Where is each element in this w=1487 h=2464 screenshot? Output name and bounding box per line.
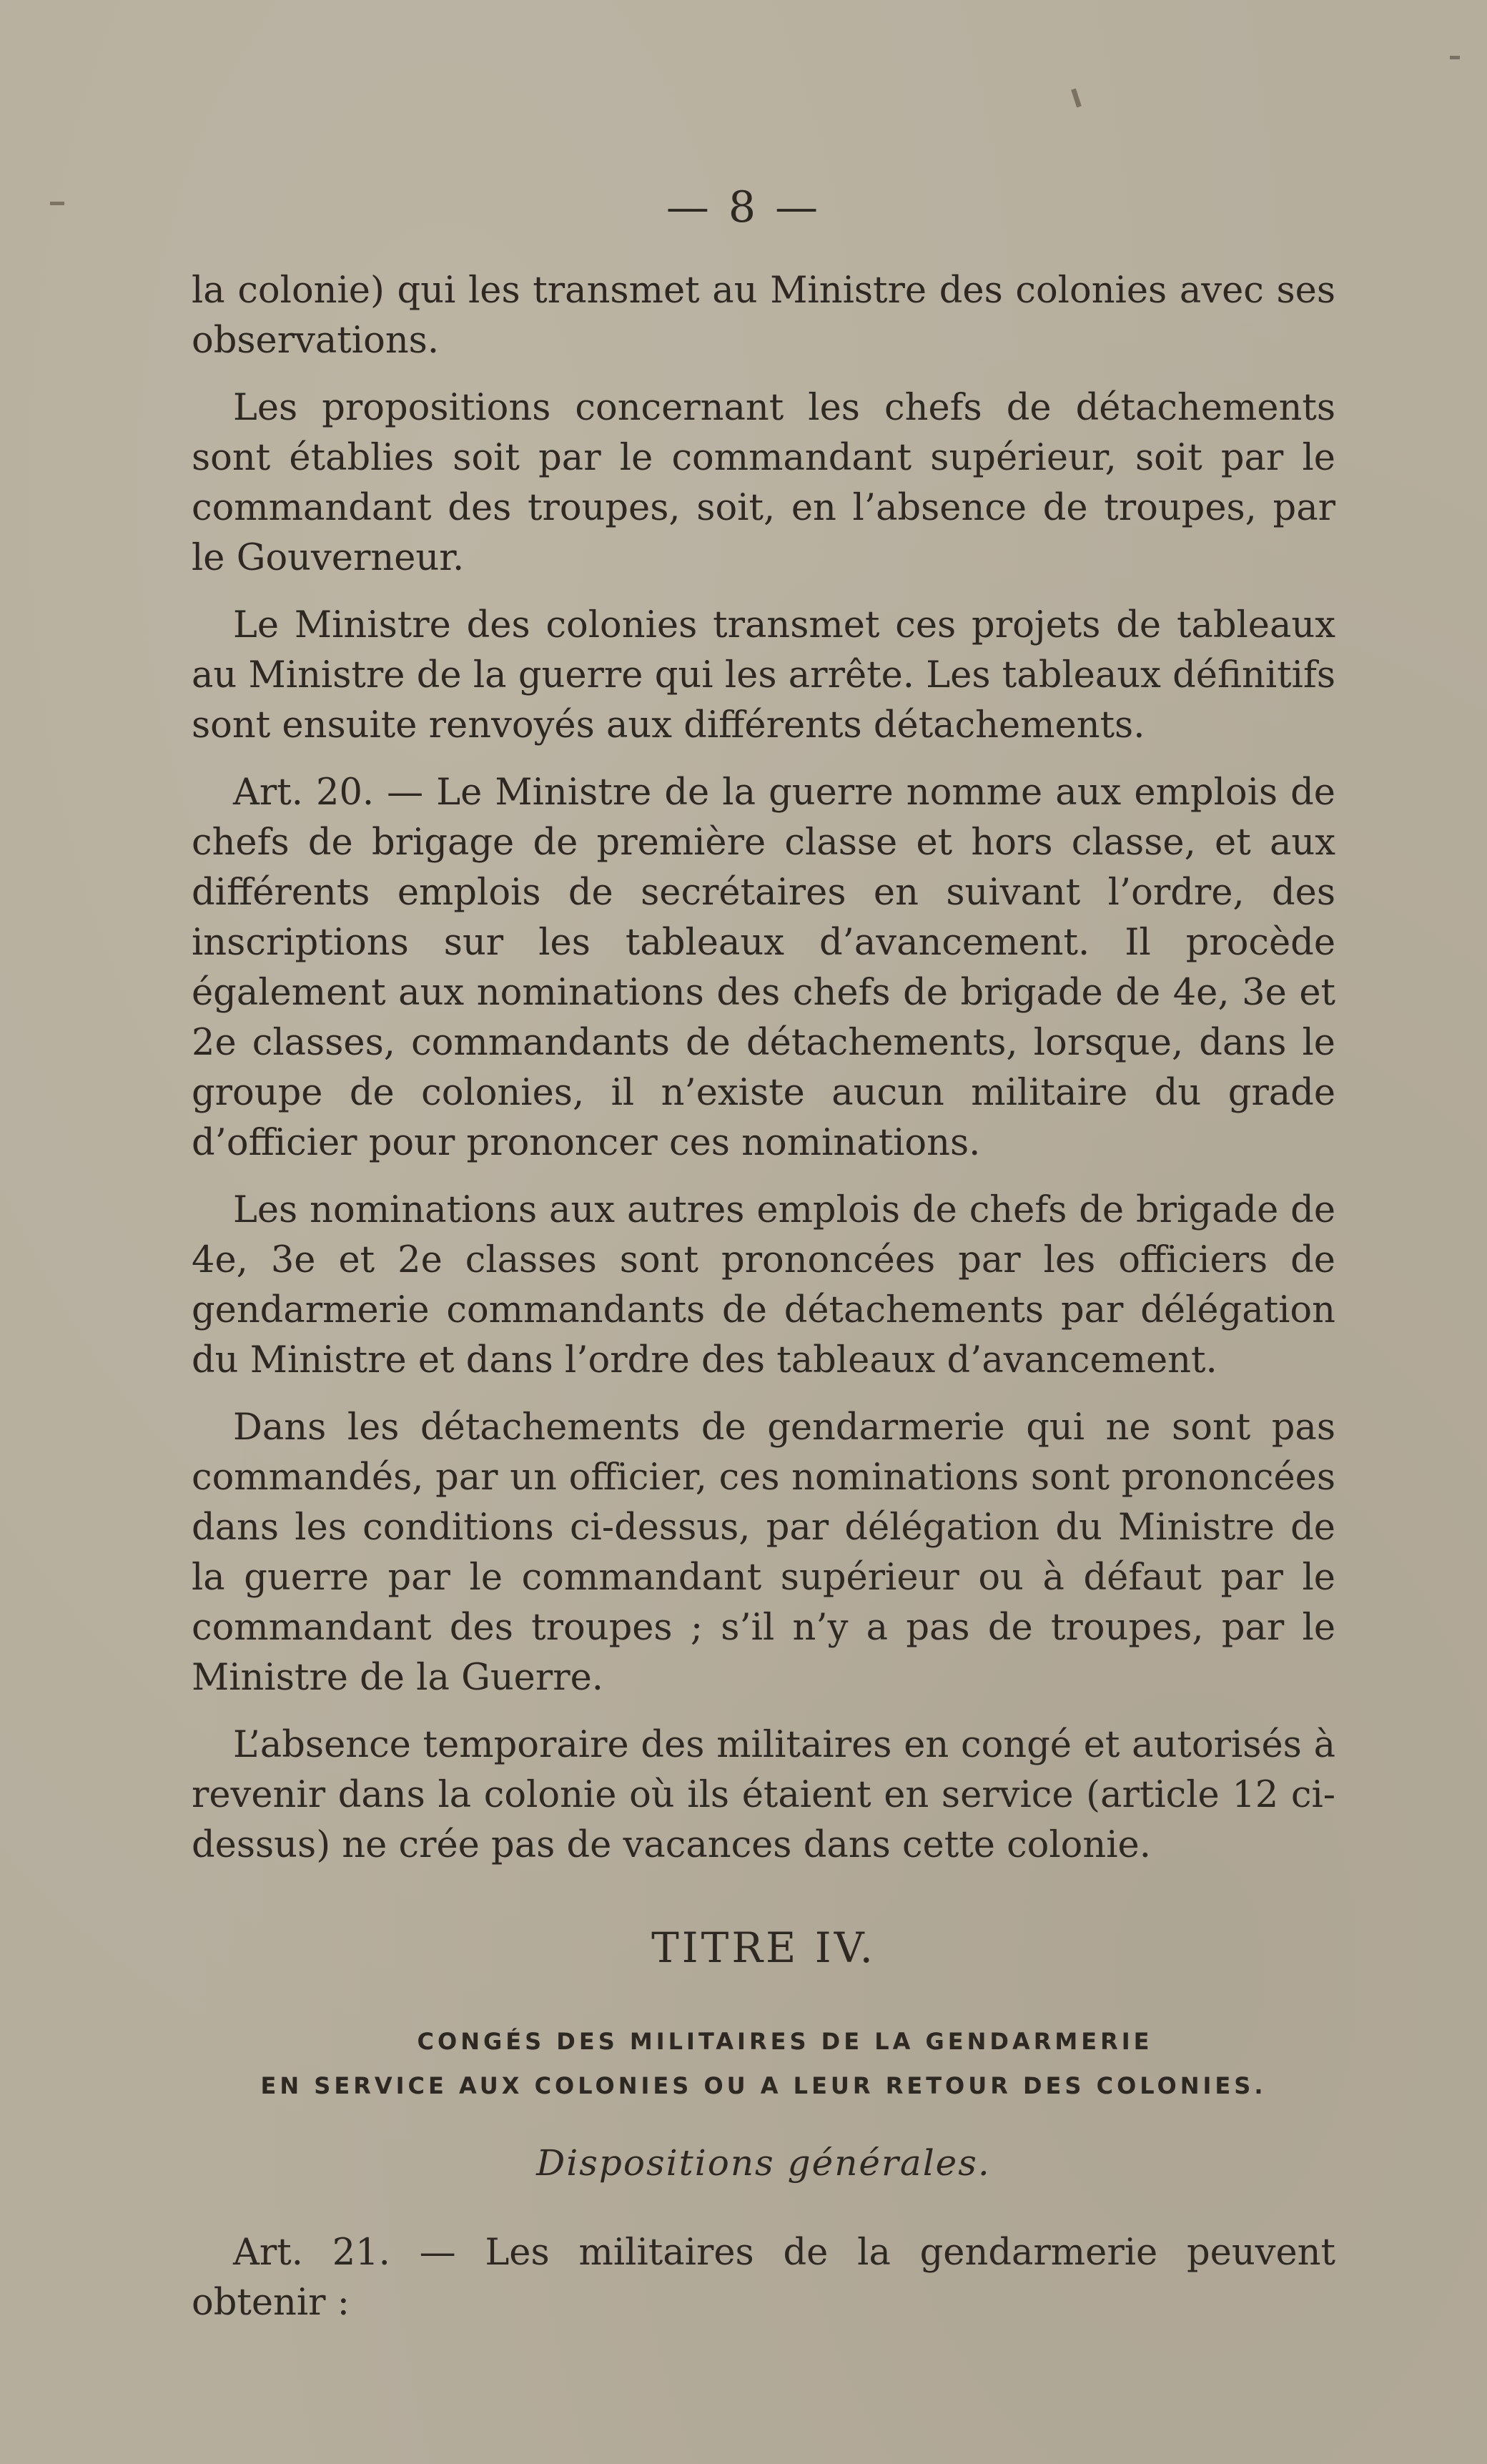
paragraph-ministre-colonies: Le Ministre des colonies transmet ces projets de tableaux au Ministre de la guerre qui les arrête. Les tableaux définitifs sont ensuite renvoyés aux différents détachements. — [192, 604, 1335, 746]
paragraph-detachements: Dans les détachements de gendarmerie qui ne sont pas commandés, par un officier, ces nominations sont prononcées dans les conditions ci-dessus, par délégation du Ministre de la guerre par le commandant supérieur ou à défaut par le commandant des troupes ; s’il n’y a pas de troupes, par le Ministre de la Guerre. — [192, 1406, 1335, 1699]
paragraph-article-21: Art. 21. — Les militaires de la gendarmerie peuvent obtenir : — [192, 2232, 1335, 2324]
subsection-heading: Dispositions générales. — [536, 2142, 991, 2184]
body-text — [192, 266, 1335, 2345]
paragraph-continuation: la colonie) qui les transmet au Ministre des colonies avec ses observations. — [192, 270, 1335, 362]
paragraph-propositions: Les propositions concernant les chefs de détachements sont établies soit par le commandant supérieur, soit par le commandant des troupes, soit, en l’absence de troupes, par le Gouverneur. — [192, 387, 1335, 579]
paragraph-absence: L’absence temporaire des militaires en congé et autorisés à revenir dans la colonie où ils étaient en service (article 12 ci-dessus) ne crée pas de vacances dans cette colonie. — [192, 1724, 1335, 1866]
paper-speck — [1071, 89, 1082, 108]
section-heading-line2: EN SERVICE AUX COLONIES OU A LEUR RETOUR DES COLONIES. — [260, 2072, 1267, 2099]
section-heading-line1: CONGÉS DES MILITAIRES DE LA GENDARMERIE — [417, 2028, 1153, 2055]
paper-speck — [1450, 56, 1460, 59]
page-number: — 8 — — [666, 182, 821, 232]
titre-heading: TITRE IV. — [651, 1923, 876, 1972]
paragraph-nominations: Les nominations aux autres emplois de chefs de brigade de 4e, 3e et 2e classes sont prononcées par les officiers de gendarmerie commandants de détachements par délégation du Ministre et dans l’ordre des tableaux d’avancement. — [192, 1189, 1335, 1381]
paragraph-article-20: Art. 20. — Le Ministre de la guerre nomme aux emplois de chefs de brigage de première classe et hors classe, et aux différents emplois de secrétaires en suivant l’ordre, des inscriptions sur les tableaux d’avancement. Il procède également aux nominations des chefs de brigade de 4e, 3e et 2e classes, commandants de détachements, lorsque, dans le groupe de colonies, il n’existe aucun militaire du grade d’officier pour prononcer ces nominations. — [192, 772, 1335, 1164]
